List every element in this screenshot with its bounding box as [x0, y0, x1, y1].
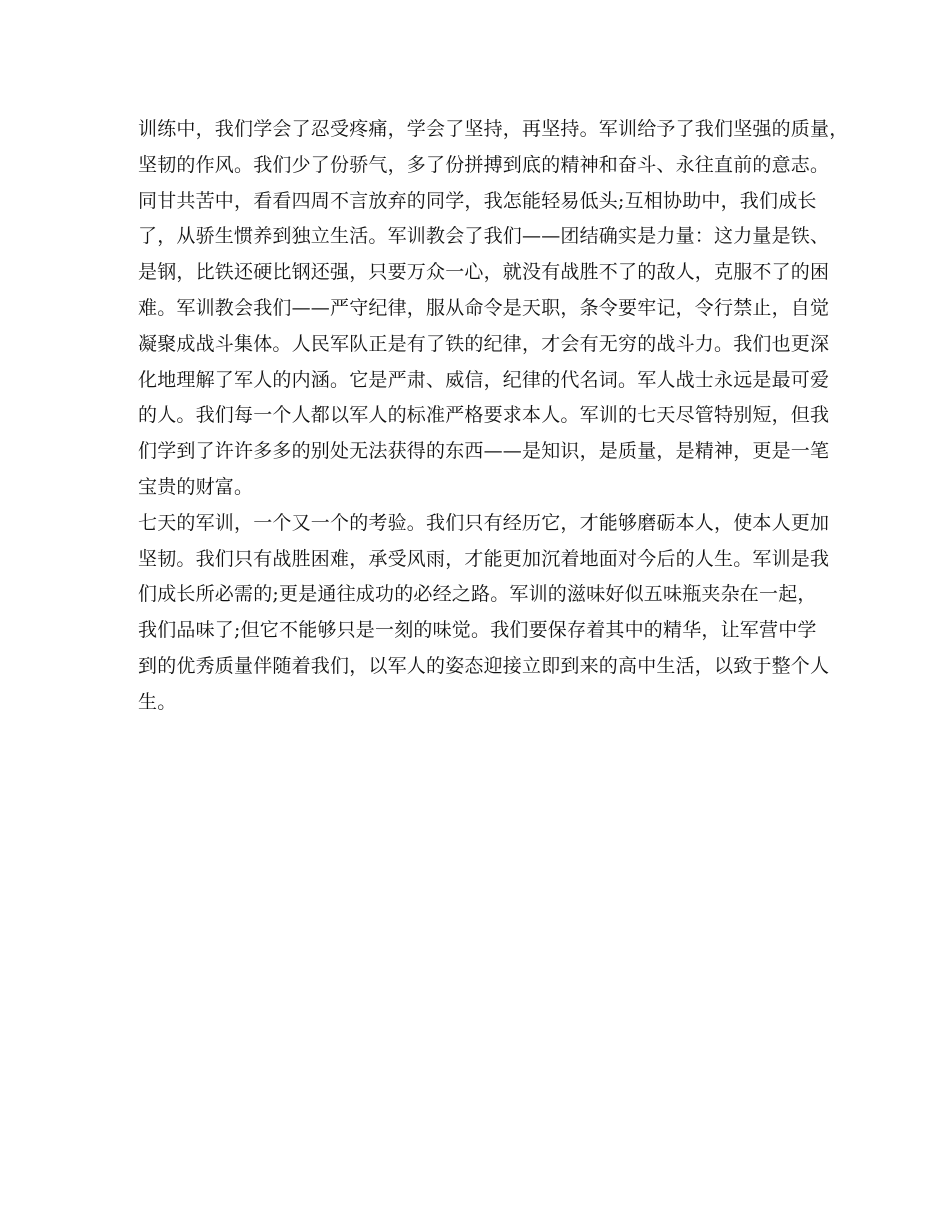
text-line: 坚韧。我们只有战胜困难，承受风雨，才能更加沉着地面对今后的人生。军训是我	[138, 547, 830, 570]
text-line: 坚韧的作风。我们少了份骄气，多了份拼搏到底的精神和奋斗、永往直前的意志。	[138, 153, 830, 176]
text-line: 们成长所必需的;更是通往成功的必经之路。军训的滋味好似五味瓶夹杂在一起，	[138, 583, 817, 606]
text-line: 是钢，比铁还硬比钢还强，只要万众一心，就没有战胜不了的敌人，克服不了的困	[138, 261, 830, 284]
text-line: 凝聚成战斗集体。人民军队正是有了铁的纪律，才会有无穷的战斗力。我们也更深	[138, 332, 830, 355]
text-line: 了，从骄生惯养到独立生活。军训教会了我们——团结确实是力量：这力量是铁、	[138, 225, 830, 248]
text-line: 难。军训教会我们——严守纪律，服从命令是天职，条令要牢记，令行禁止，自觉	[138, 296, 830, 319]
text-line: 到的优秀质量伴随着我们，以军人的姿态迎接立即到来的高中生活，以致于整个人	[138, 654, 830, 677]
document-body	[138, 112, 849, 721]
text-line: 训练中，我们学会了忍受疼痛，学会了坚持，再坚持。军训给予了我们坚强的质量，	[138, 118, 849, 140]
text-line: 我们品味了;但它不能够只是一刻的味觉。我们要保存着其中的精华，让军营中学	[138, 619, 817, 642]
text-line: 七天的军训，一个又一个的考验。我们只有经历它，才能够磨砺本人，使本人更加	[138, 511, 830, 534]
text-line: 宝贵的财富。	[138, 475, 254, 498]
text-line: 化地理解了军人的内涵。它是严肃、威信，纪律的代名词。军人战士永远是最可爱	[138, 368, 830, 391]
text-line: 同甘共苦中，看看四周不言放弃的同学，我怎能轻易低头;互相协助中，我们成长	[138, 189, 817, 212]
text-line: 生。	[138, 690, 177, 713]
text-line: 的人。我们每一个人都以军人的标准严格要求本人。军训的七天尽管特别短，但我	[138, 404, 830, 427]
text-line: 们学到了许许多多的别处无法获得的东西——是知识，是质量，是精神，更是一笔	[138, 440, 830, 463]
